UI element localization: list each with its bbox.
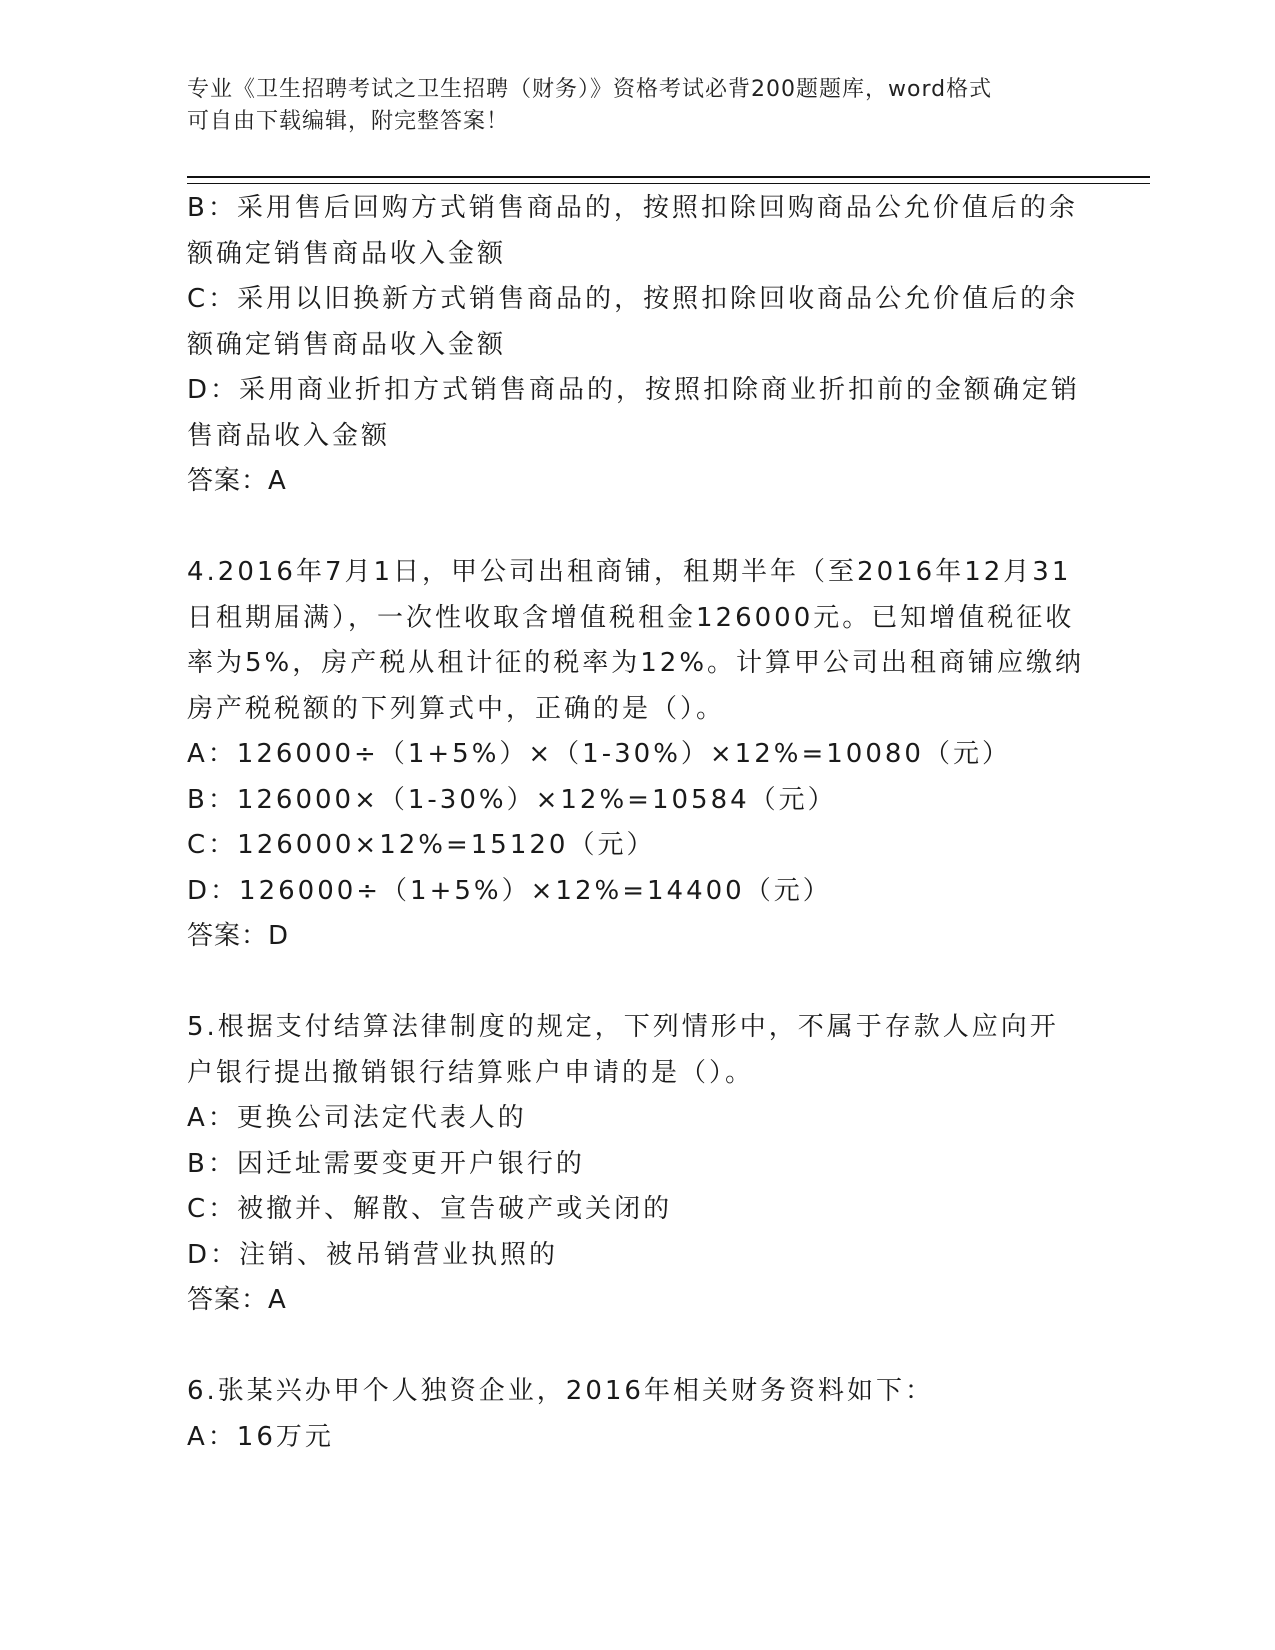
q5-option-a: A：更换公司法定代表人的 — [187, 1103, 527, 1133]
question-spacer — [187, 960, 1087, 1006]
q5-stem-line-1: 5.根据支付结算法律制度的规定，下列情形中，不属于存款人应向开 — [187, 1012, 1059, 1042]
q5-answer: 答案：A — [187, 1285, 287, 1315]
q3-option-c-line-1: C：采用以旧换新方式销售商品的，按照扣除回收商品公允价值后的余 — [187, 284, 1079, 314]
question-6-block — [187, 1369, 1087, 1460]
question-5-block — [187, 1005, 1087, 1324]
q5-option-b: B：因迁址需要变更开户银行的 — [187, 1148, 585, 1179]
q3-option-b-line-2: 额确定销售商品收入金额 — [187, 238, 507, 269]
q3-answer: 答案：A — [187, 466, 287, 496]
q3-option-c-line-2: 额确定销售商品收入金额 — [187, 329, 507, 360]
q4-stem-line-4: 房产税税额的下列算式中，正确的是（）。 — [187, 693, 726, 724]
q4-option-c: C：126000×12%=15120（元） — [187, 830, 656, 860]
header-divider-thick — [187, 176, 1150, 178]
q5-option-c: C：被撤并、解散、宣告破产或关闭的 — [187, 1194, 673, 1224]
q6-stem-line-1: 6.张某兴办甲个人独资企业，2016年相关财务资料如下： — [187, 1376, 934, 1406]
question-spacer — [187, 1324, 1087, 1370]
q4-option-b: B：126000×（1-30%）×12%=10584（元） — [187, 784, 837, 815]
question-spacer — [187, 505, 1087, 551]
header-divider-thin — [187, 183, 1150, 184]
q4-option-d: D：126000÷（1+5%）×12%=14400（元） — [187, 875, 832, 906]
document-header — [187, 74, 1067, 138]
header-title-line-1: 专业《卫生招聘考试之卫生招聘（财务）》资格考试必背200题题库，word格式 — [187, 77, 993, 102]
q3-option-b-line-1: B：采用售后回购方式销售商品的，按照扣除回购商品公允价值后的余 — [187, 193, 1078, 223]
q3-option-d-line-2: 售商品收入金额 — [187, 420, 391, 451]
q5-option-d: D：注销、被吊销营业执照的 — [187, 1239, 559, 1270]
question-4-block — [187, 550, 1087, 960]
q4-stem-line-3: 率为5%，房产税从租计征的税率为12%。计算甲公司出租商铺应缴纳 — [187, 648, 1085, 678]
q5-stem-line-2: 户银行提出撤销银行结算账户申请的是（）。 — [187, 1057, 755, 1088]
q4-answer: 答案：D — [187, 921, 290, 951]
q6-option-a: A：16万元 — [187, 1421, 334, 1452]
q4-stem-line-1: 4.2016年7月1日，甲公司出租商铺，租期半年（至2016年12月31 — [187, 557, 1072, 587]
q4-stem-line-2: 日租期届满），一次性收取含增值税租金126000元。已知增值税征收 — [187, 602, 1075, 633]
q3-option-d-line-1: D：采用商业折扣方式销售商品的，按照扣除商业折扣前的金额确定销 — [187, 375, 1081, 405]
document-body — [187, 186, 1087, 1460]
q4-option-a: A：126000÷（1+5%）×（1-30%）×12%=10080（元） — [187, 739, 1011, 769]
question-3-block — [187, 186, 1087, 505]
header-title-line-2: 可自由下载编辑，附完整答案！ — [187, 109, 510, 134]
